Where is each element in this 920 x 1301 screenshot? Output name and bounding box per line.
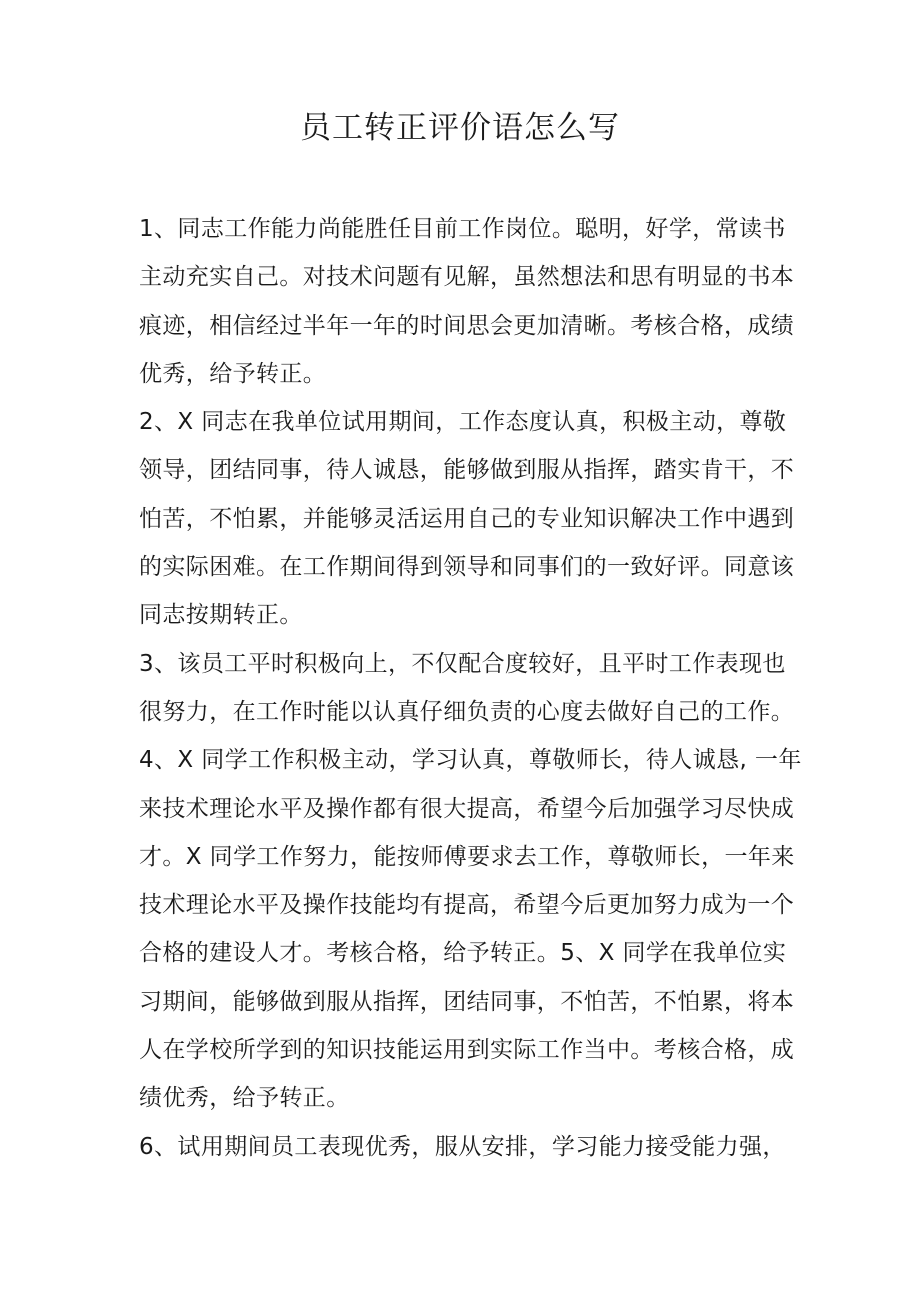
text-line: 技术理论水平及操作技能均有提高，希望今后更加努力成为一个 (139, 892, 795, 919)
text-line: 2、X 同志在我单位试用期间，工作态度认真，积极主动，尊敬 (139, 409, 787, 436)
text-line: 才。X 同学工作努力，能按师傅要求去工作，尊敬师长，一年来 (139, 843, 795, 870)
text-line: 来技术理论水平及操作都有很大提高，希望今后加强学习尽快成 (139, 795, 795, 822)
text-line: 人在学校所学到的知识技能运用到实际工作当中。考核合格，成 (139, 1037, 795, 1064)
paragraph-2 (139, 398, 799, 639)
text-line: 6、试用期间员工表现优秀，服从安排，学习能力接受能力强， (139, 1133, 786, 1160)
text-line: 很努力，在工作时能以认真仔细负责的心度去做好自己的工作。 (139, 698, 795, 725)
document-title: 员工转正评价语怎么写 (300, 110, 620, 146)
paragraph-3 (139, 640, 799, 737)
document-body (139, 205, 802, 1171)
text-line: 的实际困难。在工作期间得到领导和同事们的一致好评。同意该 (139, 554, 795, 581)
paragraph-6 (139, 1123, 799, 1171)
text-line: 怕苦，不怕累，并能够灵活运用自己的专业知识解决工作中遇到 (139, 505, 795, 532)
text-line: 3、该员工平时积极向上，不仅配合度较好，且平时工作表现也 (139, 650, 786, 677)
text-line: 痕迹，相信经过半年一年的时间思会更加清晰。考核合格，成绩 (139, 312, 795, 339)
text-line: 4、X 同学工作积极主动，学习认真，尊敬师长，待人诚恳, 一年 (139, 747, 802, 774)
text-line: 习期间，能够做到服从指挥，团结同事，不怕苦，不怕累，将本 (139, 988, 795, 1015)
text-line: 合格的建设人才。考核合格，给予转正。5、X 同学在我单位实 (139, 940, 787, 967)
text-line: 领导，团结同事，待人诚恳，能够做到服从指挥，踏实肯干，不 (139, 457, 795, 484)
text-line: 1、同志工作能力尚能胜任目前工作岗位。聪明，好学，常读书 (139, 216, 786, 242)
paragraph-4 (139, 736, 802, 1122)
paragraph-1 (139, 205, 799, 398)
text-line: 优秀，给予转正。 (139, 360, 327, 387)
text-line: 同志按期转正。 (139, 602, 303, 629)
text-line: 主动充实自己。对技术问题有见解，虽然想法和思有明显的书本 (139, 264, 795, 291)
text-line: 绩优秀，给予转正。 (139, 1085, 350, 1112)
